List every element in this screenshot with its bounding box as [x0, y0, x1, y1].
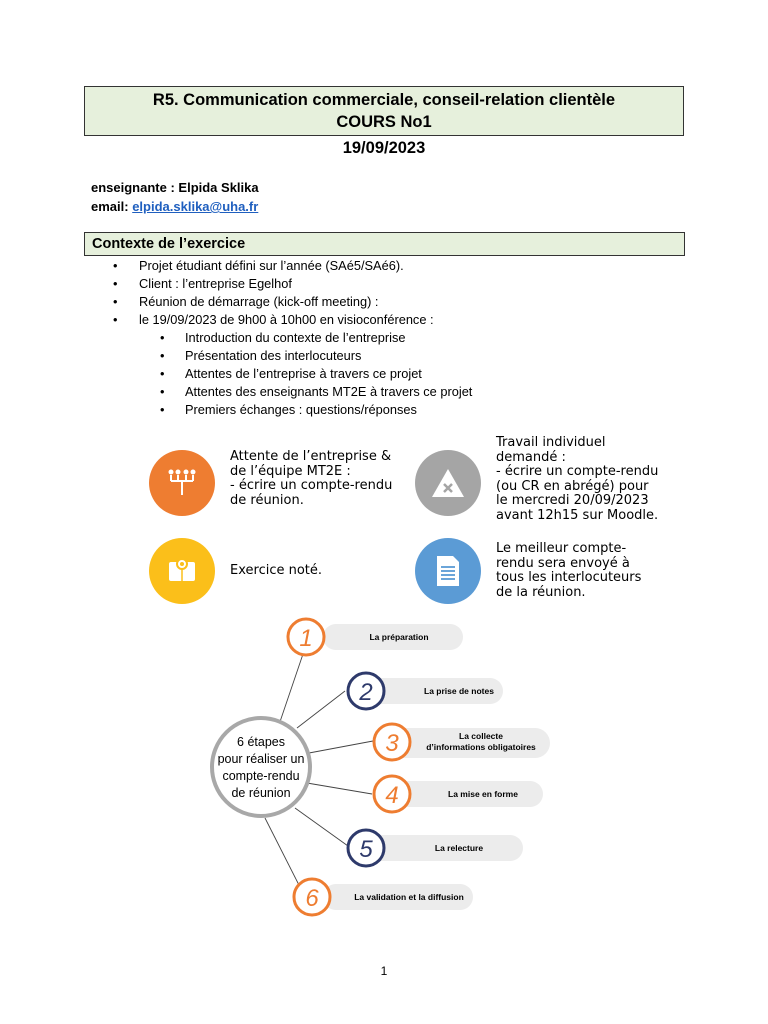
- exercice-text: Exercice noté.: [230, 563, 323, 578]
- step-label: La prise de notes: [424, 686, 494, 696]
- step-number: 1: [299, 625, 313, 652]
- step-label: La collecte: [459, 731, 503, 741]
- sub-bullet-item: • Introduction du contexte de l’entreprise: [160, 330, 406, 345]
- sub-bullet-item: • Attentes des enseignants MT2E à travers ce projet: [160, 384, 472, 399]
- step-label: La mise en forme: [448, 789, 518, 799]
- course-date: 19/09/2023: [342, 139, 426, 157]
- step-label: La relecture: [434, 843, 484, 853]
- meilleur-text: Le meilleur compte- rendu sera envoyé à tous les interlocuteurs de la réunion.: [496, 541, 642, 600]
- step-number: 4: [385, 782, 399, 809]
- hierarchy-icon: [149, 450, 215, 516]
- attente-text: Attente de l’entreprise & de l’équipe MT2E : - écrire un compte-rendu de réunion.: [230, 449, 393, 508]
- step-number: 2: [359, 679, 373, 706]
- step-label: La validation et la diffusion: [354, 892, 464, 902]
- center-line: compte-rendu: [222, 769, 300, 783]
- step-number: 5: [359, 836, 373, 863]
- email-label: email:: [91, 199, 129, 214]
- sub-bullet-item: • Premiers échanges : questions/réponses: [160, 402, 417, 417]
- bullet-item: • Client : l’entreprise Egelhof: [113, 276, 292, 291]
- email-link[interactable]: elpida.sklika@uha.fr: [132, 199, 259, 214]
- course-number: COURS No1: [336, 113, 432, 131]
- center-circle: [212, 718, 310, 816]
- sub-bullet-item: • Attentes de l’entreprise à travers ce projet: [160, 366, 422, 381]
- bullet-item: • le 19/09/2023 de 9h00 à 10h00 en visioconférence :: [113, 312, 434, 327]
- bullet-item: • Réunion de démarrage (kick-off meeting) :: [113, 294, 378, 309]
- step-number: 3: [385, 730, 399, 757]
- title-box: [84, 86, 684, 136]
- document-icon: [415, 538, 481, 604]
- warning-icon: [415, 450, 481, 516]
- page-number: 1: [380, 964, 388, 978]
- bullet-item: • Projet étudiant défini sur l’année (SAé5/SAé6).: [113, 258, 404, 273]
- center-line: pour réaliser un: [217, 752, 305, 766]
- teacher-email-line: [91, 199, 258, 214]
- sub-bullet-item: • Présentation des interlocuteurs: [160, 348, 361, 363]
- step-label: La préparation: [369, 632, 429, 642]
- center-line: 6 étapes: [237, 735, 285, 749]
- step-number: 6: [305, 885, 319, 912]
- page-title: R5. Communication commerciale, conseil-relation clientèle: [152, 91, 616, 109]
- book-icon: [149, 538, 215, 604]
- section-title: Contexte de l’exercice: [84, 232, 685, 256]
- center-line: de réunion: [231, 786, 291, 800]
- travail-text: Travail individuel demandé : - écrire un compte-rendu (ou CR en abrégé) pour le mercredi 20/09/2023 avant 12h15 sur Moodle.: [496, 435, 659, 523]
- teacher-name: enseignante : Elpida Sklika: [91, 180, 259, 195]
- steps-diagram: [205, 608, 565, 938]
- step-label: d’informations obligatoires: [426, 742, 536, 752]
